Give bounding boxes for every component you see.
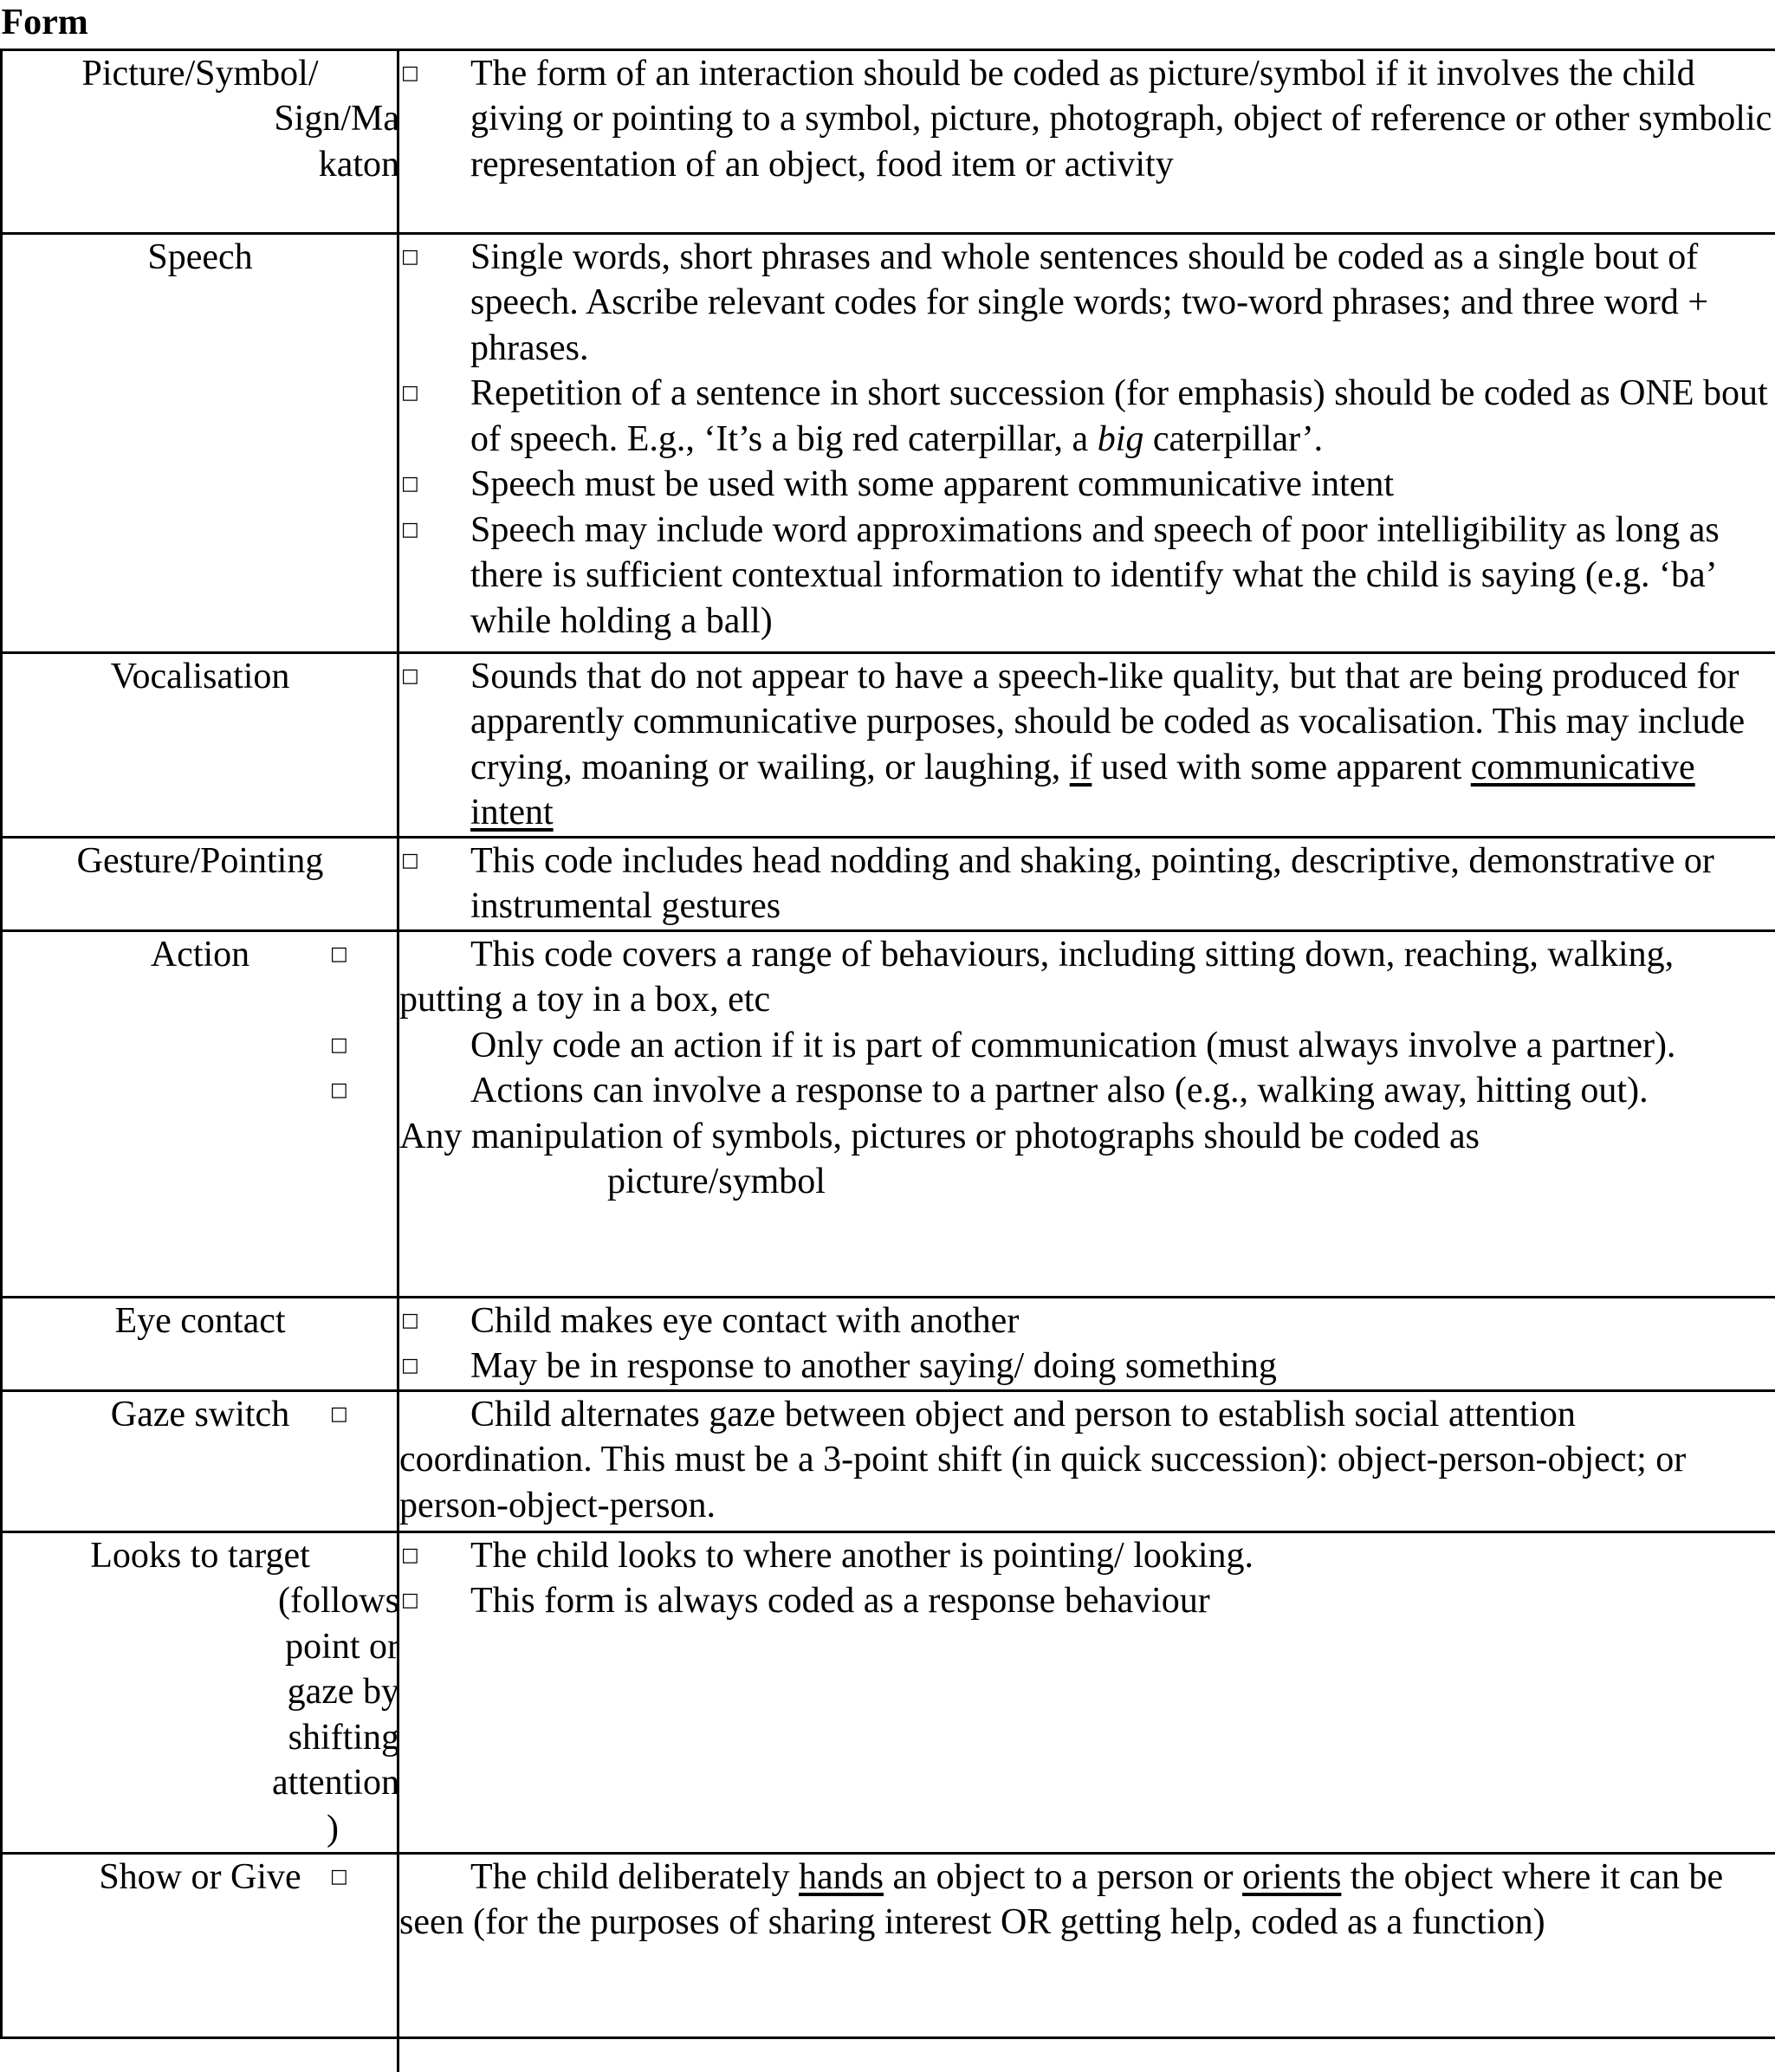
underlined-text: communicative intent: [470, 748, 1695, 833]
square-bullet-icon: □: [330, 932, 348, 978]
row-label-cell: [2, 1297, 398, 1390]
square-bullet-icon: □: [330, 1068, 348, 1114]
square-bullet-icon: □: [401, 1578, 419, 1624]
bullet-text: This code includes head nodding and shaking, pointing, descriptive, demonstrative or instrumental gestures: [470, 841, 1714, 927]
empty-cell: [2, 2037, 398, 2072]
square-bullet-icon: □: [401, 508, 419, 554]
row-label-line: attention: [27, 1760, 399, 1806]
table-row: [2, 1531, 1775, 1853]
row-label-cell: [2, 233, 398, 652]
underlined-text: orients: [1242, 1857, 1341, 1897]
bullet-text: Actions can involve a response to a partner also (e.g., walking away, hitting out).: [470, 1071, 1649, 1110]
table-row: [2, 837, 1775, 930]
emphasis-text: big: [1098, 419, 1144, 459]
table-row: [2, 1853, 1775, 2037]
row-label: Action: [27, 932, 373, 978]
row-description-cell: [398, 49, 1775, 233]
table-row: [2, 233, 1775, 652]
row-label-line: Sign/Ma: [27, 96, 399, 142]
square-bullet-icon: □: [401, 839, 419, 884]
table-row: [2, 1297, 1775, 1390]
list-item: [399, 508, 1775, 644]
list-item: [399, 51, 1775, 188]
list-item: [399, 1344, 1775, 1389]
list-item: [399, 462, 1775, 508]
bullet-text: The child deliberately: [470, 1857, 799, 1897]
list-item: [399, 1533, 1775, 1579]
square-bullet-icon: □: [330, 1023, 348, 1069]
row-label: [27, 51, 373, 188]
row-label: Speech: [27, 235, 373, 281]
square-bullet-icon: □: [401, 654, 419, 700]
bullet-text: The child looks to where another is pointing/ looking.: [470, 1536, 1254, 1576]
row-label-line: (follows: [27, 1578, 399, 1624]
bullet-text: Speech must be used with some apparent communicative intent: [470, 464, 1394, 504]
row-label: Gaze switch: [27, 1392, 373, 1438]
table-title: Form: [2, 0, 1775, 49]
table-row: [2, 1390, 1775, 1531]
list-item: [399, 1023, 1775, 1069]
list-item: [399, 371, 1775, 462]
list-item: [399, 1298, 1775, 1344]
square-bullet-icon: □: [401, 1533, 419, 1579]
paragraph: [399, 1114, 1775, 1205]
bullet-text: Child makes eye contact with another: [470, 1301, 1019, 1341]
square-bullet-icon: □: [401, 462, 419, 508]
paragraph-text: picture/symbol: [399, 1159, 1775, 1205]
row-label-cell: [2, 49, 398, 233]
row-description-cell: [398, 837, 1775, 930]
row-label-line: point or: [27, 1624, 399, 1670]
paragraph-text: Any manipulation of symbols, pictures or photographs should be coded as: [399, 1117, 1480, 1156]
bullet-text: caterpillar’.: [1143, 419, 1323, 459]
bullet-text: Only code an action if it is part of communication (must always involve a partner).: [470, 1026, 1675, 1065]
list-item: [399, 1855, 1775, 1946]
row-label: Eye contact: [27, 1298, 373, 1344]
underlined-text: hands: [799, 1857, 884, 1897]
bullet-text: Sounds that do not appear to have a speech-like quality, but that are being produced for apparently communicative purposes, should be coded as vocalisation. This may include crying, moaning or wailing, or laughing,: [470, 657, 1745, 787]
row-label-line: shifting: [27, 1715, 399, 1761]
bullet-text: May be in response to another saying/ doing something: [470, 1346, 1277, 1386]
square-bullet-icon: □: [330, 1392, 348, 1438]
row-label: Gesture/Pointing: [27, 839, 373, 884]
list-item: [399, 1068, 1775, 1114]
bullet-text: This form is always coded as a response behaviour: [470, 1581, 1210, 1621]
table-row-empty: [2, 2037, 1775, 2072]
row-description-cell: [398, 1853, 1775, 2037]
row-label-cell: [2, 837, 398, 930]
row-label-line: katon: [27, 142, 399, 188]
bullet-text: used with some apparent: [1092, 748, 1470, 787]
empty-cell: [398, 2037, 1775, 2072]
bullet-text: The form of an interaction should be coded as picture/symbol if it involves the child giving or pointing to a symbol, picture, photograph, object of reference or other symbolic representation of an object, food item or activity: [470, 54, 1772, 185]
row-description-cell: [398, 1297, 1775, 1390]
row-description-cell: [398, 652, 1775, 837]
row-description-cell: [398, 1531, 1775, 1853]
square-bullet-icon: □: [330, 1855, 348, 1900]
bullet-text: This code covers a range of behaviours, including sitting down, reaching, walking, putting a toy in a box, etc: [399, 935, 1674, 1020]
list-item: [399, 654, 1775, 836]
square-bullet-icon: □: [401, 51, 419, 97]
square-bullet-icon: □: [401, 371, 419, 417]
row-description-cell: [398, 1390, 1775, 1531]
list-item: [399, 1578, 1775, 1624]
table-row: [2, 930, 1775, 1297]
row-label-line: gaze by: [27, 1669, 399, 1715]
bullet-text: Repetition of a sentence in short succession (for emphasis) should be coded as ONE bout of speech. E.g., ‘It’s a big red caterpillar, a: [470, 373, 1768, 459]
bullet-text: Single words, short phrases and whole sentences should be coded as a single bout of speech. Ascribe relevant codes for single words; two-word phrases; and three word + phrases.: [470, 237, 1708, 368]
header-row: [2, 0, 1775, 49]
row-label: Vocalisation: [27, 654, 373, 700]
list-item: [399, 839, 1775, 929]
row-label-cell: [2, 930, 398, 1297]
bullet-text: Speech may include word approximations and speech of poor intelligibility as long as there is sufficient contextual information to identify what the child is saying (e.g. ‘ba’ while holding a ball): [470, 510, 1720, 641]
row-label-line: Picture/Symbol/: [27, 51, 373, 97]
row-label-cell: [2, 652, 398, 837]
row-description-cell: [398, 233, 1775, 652]
square-bullet-icon: □: [401, 1344, 419, 1389]
table-row: [2, 652, 1775, 837]
square-bullet-icon: □: [401, 235, 419, 281]
row-label-line: ): [27, 1806, 399, 1852]
row-label-cell: [2, 1531, 398, 1853]
table-row: [2, 49, 1775, 233]
bullet-text: the object where it can be seen (for the purposes of sharing interest OR getting help, coded as a function): [399, 1857, 1723, 1943]
row-description-cell: [398, 930, 1775, 1297]
list-item: [399, 932, 1775, 1023]
bullet-text: an object to a person or: [884, 1857, 1242, 1897]
list-item: [399, 1392, 1775, 1529]
square-bullet-icon: □: [401, 1298, 419, 1344]
row-label: Show or Give: [27, 1855, 373, 1900]
row-label: [27, 1533, 373, 1852]
row-label-line: Looks to target: [27, 1533, 373, 1579]
list-item: [399, 235, 1775, 372]
underlined-text: if: [1070, 748, 1092, 787]
bullet-text: Child alternates gaze between object and person to establish social attention coordination. This must be a 3-point shift (in quick succession): object-person-object; or person-object-person.: [399, 1395, 1686, 1525]
